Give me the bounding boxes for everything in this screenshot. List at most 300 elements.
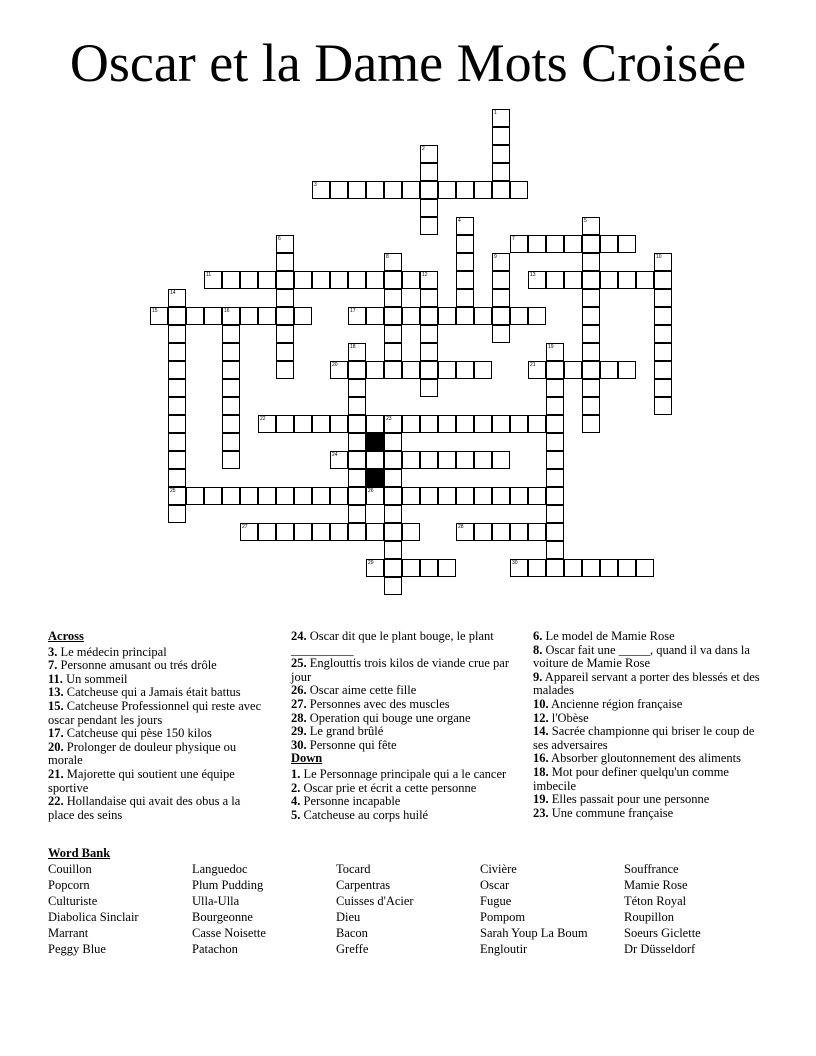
grid-cell[interactable] [330,523,348,541]
grid-cell[interactable] [582,343,600,361]
grid-cell[interactable] [312,487,330,505]
grid-cell[interactable] [384,451,402,469]
grid-cell[interactable] [420,559,438,577]
grid-cell[interactable] [384,325,402,343]
across-clue [291,712,513,726]
grid-cell[interactable] [240,523,258,541]
grid-cell[interactable] [546,379,564,397]
grid-cell[interactable] [654,379,672,397]
grid-cell[interactable] [348,181,366,199]
grid-cell[interactable] [348,523,366,541]
grid-cell[interactable] [456,235,474,253]
grid-cell[interactable] [168,307,186,325]
grid-cell[interactable] [528,523,546,541]
grid-cell[interactable] [582,271,600,289]
grid-cell[interactable] [492,181,510,199]
black-square [366,469,384,487]
grid-cell[interactable] [492,451,510,469]
grid-cell[interactable] [492,163,510,181]
grid-cell[interactable] [384,523,402,541]
clue-num: 27. [291,696,307,711]
grid-cell[interactable] [276,325,294,343]
grid-cell[interactable] [474,181,492,199]
grid-cell[interactable] [384,307,402,325]
grid-cell[interactable] [636,559,654,577]
clue-num: 2. [291,780,301,795]
grid-cell[interactable] [348,469,366,487]
grid-cell[interactable] [222,415,240,433]
grid-cell[interactable] [366,307,384,325]
grid-cell[interactable] [402,559,420,577]
grid-cell[interactable] [312,271,330,289]
grid-cell[interactable] [366,523,384,541]
grid-cell[interactable] [510,559,528,577]
grid-cell[interactable] [528,559,546,577]
grid-cell[interactable] [420,199,438,217]
grid-cell[interactable] [528,487,546,505]
grid-cell[interactable] [222,451,240,469]
grid-cell[interactable] [276,235,294,253]
grid-cell[interactable] [546,451,564,469]
grid-cell[interactable] [474,523,492,541]
grid-cell[interactable] [222,325,240,343]
word-bank-column [480,861,588,957]
grid-cell[interactable] [456,487,474,505]
clue-number: 11 [206,272,212,278]
grid-cell[interactable] [168,487,186,505]
grid-cell[interactable] [294,307,312,325]
down-clue [533,698,763,712]
grid-cell[interactable] [240,307,258,325]
grid-cell[interactable] [654,361,672,379]
grid-cell[interactable] [492,253,510,271]
grid-cell[interactable] [654,253,672,271]
grid-cell[interactable] [276,487,294,505]
grid-cell[interactable] [168,469,186,487]
grid-cell[interactable] [384,505,402,523]
grid-cell[interactable] [582,307,600,325]
grid-cell[interactable] [420,163,438,181]
grid-cell[interactable] [366,487,384,505]
grid-cell[interactable] [456,289,474,307]
grid-cell[interactable] [546,559,564,577]
grid-cell[interactable] [294,487,312,505]
grid-cell[interactable] [582,415,600,433]
grid-cell[interactable] [222,343,240,361]
grid-cell[interactable] [582,217,600,235]
grid-cell[interactable] [492,145,510,163]
clue-number: 9 [494,254,497,260]
clue-num: 9. [533,669,543,684]
grid-cell[interactable] [654,397,672,415]
grid-cell[interactable] [366,181,384,199]
grid-cell[interactable] [510,181,528,199]
grid-cell[interactable] [582,235,600,253]
grid-cell[interactable] [240,487,258,505]
clue-text: Catcheuse Professionnel qui reste avec oscar pendant les jours [48,698,262,727]
grid-cell[interactable] [384,361,402,379]
grid-cell[interactable] [474,307,492,325]
clues-column-1 [48,630,268,822]
grid-cell[interactable] [420,451,438,469]
grid-cell[interactable] [276,307,294,325]
clue-number: 1 [494,110,497,116]
grid-cell[interactable] [402,487,420,505]
grid-cell[interactable] [384,289,402,307]
grid-cell[interactable] [222,271,240,289]
grid-cell[interactable] [402,361,420,379]
clue-text: Oscar fait une _____, quand il va dans la voiture de Mamie Rose [533,642,750,671]
clue-num: 23. [533,805,549,820]
grid-cell[interactable] [150,307,168,325]
grid-cell[interactable] [438,361,456,379]
grid-cell[interactable] [528,271,546,289]
grid-cell[interactable] [222,433,240,451]
grid-cell[interactable] [204,271,222,289]
grid-cell[interactable] [294,271,312,289]
grid-cell[interactable] [546,271,564,289]
grid-cell[interactable] [168,361,186,379]
grid-cell[interactable] [348,487,366,505]
grid-cell[interactable] [402,307,420,325]
grid-cell[interactable] [546,415,564,433]
grid-cell[interactable] [276,523,294,541]
grid-cell[interactable] [222,307,240,325]
word-bank-word: Bourgeonne [192,910,253,924]
grid-cell[interactable] [348,451,366,469]
grid-cell[interactable] [204,307,222,325]
grid-cell[interactable] [582,325,600,343]
across-clue [291,657,513,684]
grid-cell[interactable] [366,451,384,469]
grid-cell[interactable] [510,523,528,541]
word-bank-word: Dr Düsseldorf [624,942,696,956]
clue-number: 15 [152,308,158,314]
grid-cell[interactable] [618,559,636,577]
down-clue [533,766,763,793]
grid-cell[interactable] [330,487,348,505]
grid-cell[interactable] [384,181,402,199]
grid-cell[interactable] [618,271,636,289]
grid-cell[interactable] [330,181,348,199]
word-bank-word: Bacon [336,926,368,940]
clue-number: 5 [584,218,587,224]
grid-cell[interactable] [384,487,402,505]
grid-cell[interactable] [546,505,564,523]
grid-cell[interactable] [348,379,366,397]
grid-cell[interactable] [222,397,240,415]
clue-number: 20 [332,362,338,368]
grid-cell[interactable] [366,559,384,577]
clue-number: 24 [332,452,338,458]
across-clue [48,673,268,687]
grid-cell[interactable] [330,361,348,379]
grid-cell[interactable] [438,451,456,469]
clue-text: Personne incapable [300,794,401,809]
grid-cell[interactable] [582,361,600,379]
grid-cell[interactable] [456,361,474,379]
word-bank-word: Sarah Youp La Boum [480,926,588,940]
grid-cell[interactable] [636,271,654,289]
grid-cell[interactable] [528,415,546,433]
grid-cell[interactable] [276,253,294,271]
clue-text: Prolonger de douleur physique ou morale [48,739,237,768]
grid-cell[interactable] [402,523,420,541]
clue-text: Elles passait pour une personne [548,792,710,807]
grid-cell[interactable] [492,127,510,145]
grid-cell[interactable] [312,415,330,433]
grid-cell[interactable] [402,271,420,289]
down-clue [291,809,513,823]
grid-cell[interactable] [312,523,330,541]
clue-number: 6 [278,236,281,242]
grid-cell[interactable] [564,361,582,379]
grid-cell[interactable] [438,559,456,577]
grid-cell[interactable] [384,415,402,433]
grid-cell[interactable] [420,145,438,163]
grid-cell[interactable] [402,415,420,433]
grid-cell[interactable] [492,523,510,541]
black-square [366,433,384,451]
grid-cell[interactable] [492,289,510,307]
clue-number: 14 [170,290,176,296]
grid-cell[interactable] [384,469,402,487]
word-bank-word: Roupillon [624,910,675,924]
grid-cell[interactable] [654,325,672,343]
clue-number: 17 [350,308,356,314]
grid-cell[interactable] [276,361,294,379]
grid-cell[interactable] [348,505,366,523]
clue-text: Catcheuse qui pèse 150 kilos [63,726,212,741]
grid-cell[interactable] [582,559,600,577]
grid-cell[interactable] [546,361,564,379]
grid-cell[interactable] [168,397,186,415]
grid-cell[interactable] [204,487,222,505]
grid-cell[interactable] [168,343,186,361]
grid-cell[interactable] [384,577,402,595]
grid-cell[interactable] [564,235,582,253]
grid-cell[interactable] [582,289,600,307]
grid-cell[interactable] [384,559,402,577]
grid-cell[interactable] [546,469,564,487]
grid-cell[interactable] [546,433,564,451]
grid-cell[interactable] [456,307,474,325]
grid-cell[interactable] [222,487,240,505]
grid-cell[interactable] [384,271,402,289]
grid-cell[interactable] [258,523,276,541]
grid-cell[interactable] [384,253,402,271]
clue-num: 17. [48,726,64,741]
grid-cell[interactable] [546,541,564,559]
word-bank-word: Ulla-Ulla [192,894,240,908]
grid-cell[interactable] [348,361,366,379]
grid-cell[interactable] [330,271,348,289]
word-bank-word: Diabolica Sinclair [48,910,139,924]
grid-cell[interactable] [474,361,492,379]
grid-cell[interactable] [582,397,600,415]
grid-cell[interactable] [420,289,438,307]
grid-cell[interactable] [420,217,438,235]
grid-cell[interactable] [474,415,492,433]
grid-cell[interactable] [276,289,294,307]
grid-cell[interactable] [312,181,330,199]
grid-cell[interactable] [222,379,240,397]
grid-cell[interactable] [456,253,474,271]
clue-num: 3. [48,644,58,659]
down-clue [533,807,763,821]
grid-cell[interactable] [474,487,492,505]
grid-cell[interactable] [420,361,438,379]
grid-cell[interactable] [582,379,600,397]
grid-cell[interactable] [366,361,384,379]
grid-cell[interactable] [348,271,366,289]
grid-cell[interactable] [420,271,438,289]
grid-cell[interactable] [258,487,276,505]
word-bank-word: Oscar [480,878,510,892]
grid-cell[interactable] [168,505,186,523]
clue-number: 26 [368,488,374,494]
grid-cell[interactable] [420,487,438,505]
clue-text: Le model de Mamie Rose [542,629,675,643]
grid-cell[interactable] [438,307,456,325]
clue-number: 13 [530,272,536,278]
grid-cell[interactable] [546,235,564,253]
grid-cell[interactable] [564,559,582,577]
clue-num: 12. [533,710,549,725]
across-clue [48,768,268,795]
grid-cell[interactable] [366,415,384,433]
grid-cell[interactable] [456,271,474,289]
grid-cell[interactable] [654,271,672,289]
grid-cell[interactable] [330,415,348,433]
grid-cell[interactable] [492,487,510,505]
grid-cell[interactable] [600,361,618,379]
clue-text: Le Personnage principale qui a le cancer [300,766,507,781]
grid-cell[interactable] [420,343,438,361]
grid-cell[interactable] [654,343,672,361]
grid-cell[interactable] [258,271,276,289]
grid-cell[interactable] [600,235,618,253]
grid-cell[interactable] [168,289,186,307]
grid-cell[interactable] [168,325,186,343]
grid-cell[interactable] [168,451,186,469]
grid-cell[interactable] [420,379,438,397]
grid-cell[interactable] [528,361,546,379]
grid-cell[interactable] [294,415,312,433]
grid-cell[interactable] [654,289,672,307]
grid-cell[interactable] [492,307,510,325]
grid-cell[interactable] [348,343,366,361]
grid-cell[interactable] [564,271,582,289]
clue-text: Oscar prie et écrit a cette personne [300,780,477,795]
grid-cell[interactable] [348,307,366,325]
clue-number: 28 [458,524,464,530]
grid-cell[interactable] [420,415,438,433]
grid-cell[interactable] [492,271,510,289]
clue-number: 2 [422,146,425,152]
grid-cell[interactable] [276,271,294,289]
grid-cell[interactable] [456,451,474,469]
grid-cell[interactable] [456,217,474,235]
clue-num: 21. [48,766,64,781]
grid-cell[interactable] [258,415,276,433]
grid-cell[interactable] [168,433,186,451]
grid-cell[interactable] [402,181,420,199]
grid-cell[interactable] [438,415,456,433]
grid-cell[interactable] [456,523,474,541]
grid-cell[interactable] [474,451,492,469]
clue-text: Ancienne région française [548,696,683,711]
grid-cell[interactable] [294,523,312,541]
clue-number: 12 [422,272,428,278]
grid-cell[interactable] [492,109,510,127]
grid-cell[interactable] [492,415,510,433]
grid-cell[interactable] [582,253,600,271]
grid-cell[interactable] [618,361,636,379]
clue-text: Un sommeil [62,671,128,686]
grid-cell[interactable] [186,307,204,325]
grid-cell[interactable] [438,181,456,199]
grid-cell[interactable] [546,523,564,541]
grid-cell[interactable] [528,235,546,253]
grid-cell[interactable] [456,415,474,433]
grid-cell[interactable] [618,235,636,253]
grid-cell[interactable] [546,343,564,361]
grid-cell[interactable] [348,397,366,415]
grid-cell[interactable] [276,415,294,433]
grid-cell[interactable] [348,415,366,433]
grid-cell[interactable] [546,487,564,505]
grid-cell[interactable] [510,415,528,433]
grid-cell[interactable] [600,271,618,289]
grid-cell[interactable] [420,181,438,199]
grid-cell[interactable] [492,325,510,343]
across-clue [291,725,513,739]
grid-cell[interactable] [420,307,438,325]
grid-cell[interactable] [240,271,258,289]
grid-cell[interactable] [528,307,546,325]
grid-cell[interactable] [276,343,294,361]
grid-cell[interactable] [186,487,204,505]
across-clue [48,646,268,660]
grid-cell[interactable] [384,541,402,559]
grid-cell[interactable] [366,271,384,289]
clue-text: Une commune française [548,805,674,820]
clue-num: 18. [533,764,549,779]
grid-cell[interactable] [600,559,618,577]
grid-cell[interactable] [384,433,402,451]
grid-cell[interactable] [222,361,240,379]
grid-cell[interactable] [456,181,474,199]
grid-cell[interactable] [420,325,438,343]
grid-cell[interactable] [654,307,672,325]
grid-cell[interactable] [384,343,402,361]
grid-cell[interactable] [546,397,564,415]
grid-cell[interactable] [510,487,528,505]
grid-cell[interactable] [168,379,186,397]
clue-number: 22 [260,416,266,422]
clue-number: 7 [512,236,515,242]
grid-cell[interactable] [168,415,186,433]
grid-cell[interactable] [510,235,528,253]
grid-cell[interactable] [438,487,456,505]
grid-cell[interactable] [330,451,348,469]
grid-cell[interactable] [348,433,366,451]
clue-num: 7. [48,658,58,673]
grid-cell[interactable] [510,307,528,325]
grid-cell[interactable] [258,307,276,325]
grid-cell[interactable] [402,451,420,469]
